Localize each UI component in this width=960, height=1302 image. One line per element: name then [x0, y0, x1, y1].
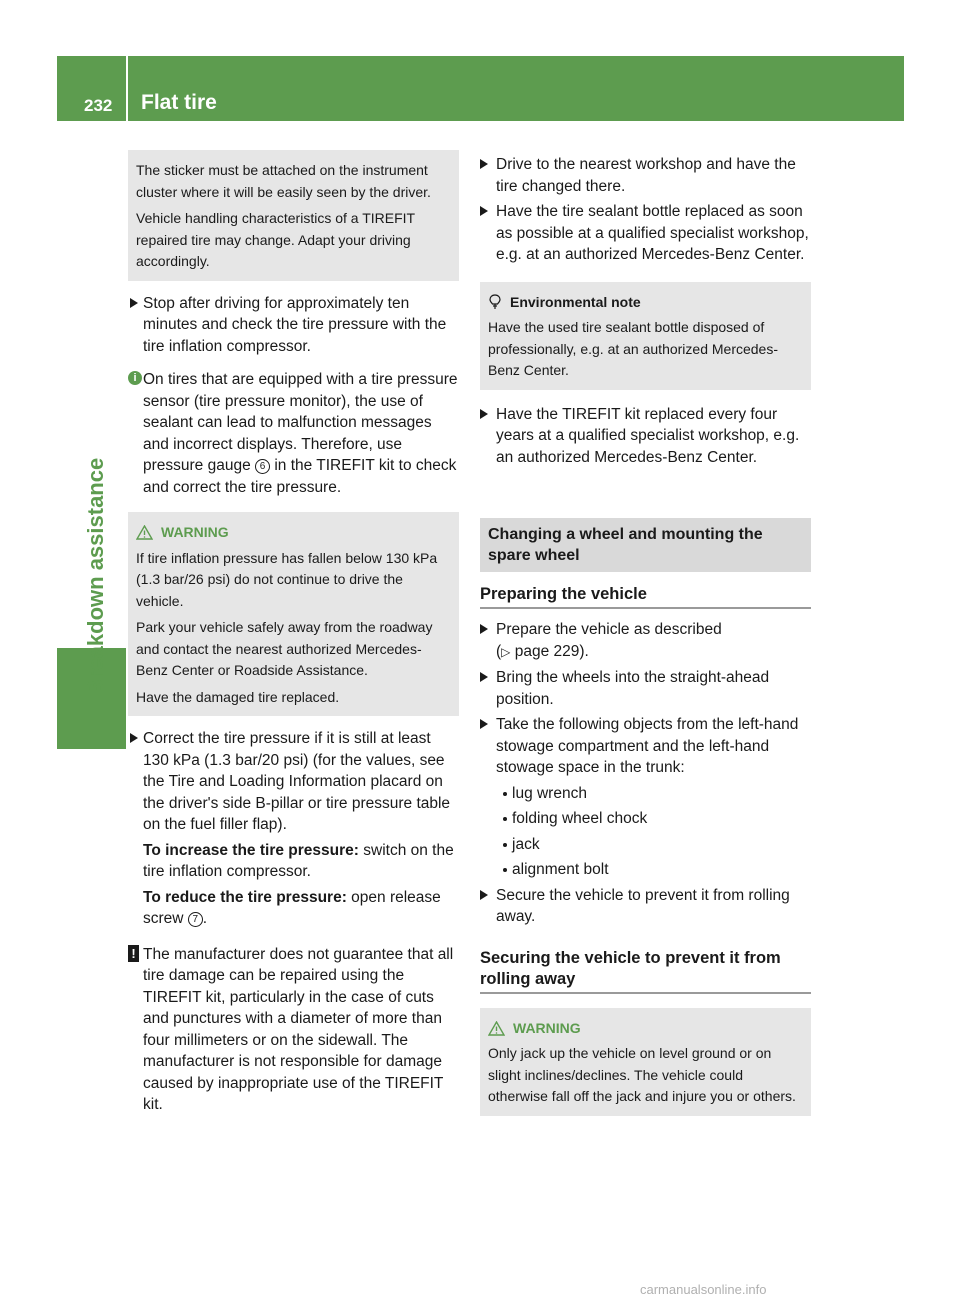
header-divider	[126, 56, 128, 121]
step-arrow-icon	[130, 298, 138, 308]
step-arrow-icon	[480, 719, 488, 729]
step-text: Correct the tire pressure if it is still at least 130 kPa (1.3 bar/20 psi) (for the values, see the Tire and Loading Information placard on the driver's side B-pillar or tire pressure table on the fuel filler flap).	[143, 730, 451, 833]
list-item: alignment bolt	[480, 859, 811, 881]
watermark: carmanualsonline.info	[640, 1282, 767, 1297]
step-text: Stop after driving for approximately ten minutes and check the tire pressure with the tire inflation compressor.	[143, 294, 447, 355]
step-text: Bring the wheels into the straight-ahead position.	[496, 669, 770, 708]
instruction-step	[480, 885, 811, 928]
info-text: in the TIREFIT kit to check and correct the tire pressure.	[143, 457, 457, 496]
warning-title: WARNING	[513, 1019, 581, 1036]
list-item: lug wrench	[480, 783, 811, 805]
instruction-step: Prepare the vehicle as described (▷ page 229).	[480, 619, 811, 663]
step-text: Have the tire sealant bottle replaced as soon as possible at a qualified specialist workshop, e.g. at an authorized Mercedes-Benz Center.	[496, 203, 809, 263]
instruction-step	[480, 714, 811, 779]
subsection-heading: Securing the vehicle to prevent it from rolling away	[480, 948, 811, 994]
environmental-note-title: Environmental note	[510, 293, 641, 310]
info-icon: i	[128, 371, 142, 385]
caution-note	[128, 944, 459, 1116]
increase-pressure-text	[128, 840, 459, 883]
step-arrow-icon	[480, 624, 488, 634]
instruction-step	[480, 154, 811, 197]
right-column	[480, 154, 811, 1128]
warning-triangle-icon	[488, 1021, 505, 1036]
environmental-note-box	[480, 282, 811, 390]
increase-label: To increase the tire pressure:	[143, 841, 359, 859]
notice-paragraph: Vehicle handling characteristics of a TIREFIT repaired tire may change. Adapt your driving accordingly.	[136, 210, 415, 269]
step-text: Prepare the vehicle as described	[496, 621, 722, 638]
step-arrow-icon	[480, 159, 488, 169]
warning-triangle-icon	[136, 525, 153, 540]
instruction-step	[128, 293, 459, 358]
section-label-text: Breakdown assistance	[83, 457, 108, 695]
reduce-pressure-text	[128, 887, 459, 930]
list-item: folding wheel chock	[480, 808, 811, 830]
step-text: Secure the vehicle to prevent it from rolling away.	[496, 886, 790, 925]
environmental-note-text: Have the used tire sealant bottle disposed of professionally, e.g. at an authorized Mercedes-Benz Center.	[488, 319, 779, 378]
reduce-description: open release screw	[143, 888, 441, 927]
step-arrow-icon	[130, 733, 138, 743]
reference-number: 7	[188, 912, 203, 927]
warning-box	[128, 512, 459, 716]
list-item: jack	[480, 834, 811, 856]
step-text: Have the TIREFIT kit replaced every four years at a qualified specialist workshop, e.g. an authorized Mercedes-Benz Center.	[496, 405, 800, 466]
info-note	[128, 369, 459, 498]
exclamation-icon: !	[128, 945, 139, 962]
step-arrow-icon	[480, 672, 488, 682]
step-arrow-icon	[480, 409, 488, 419]
step-text: Drive to the nearest workshop and have the tire changed there.	[496, 156, 796, 195]
warning-paragraph: Only jack up the vehicle on level ground or on slight inclines/declines. The vehicle could otherwise fall off the jack and injure you or others.	[488, 1045, 796, 1104]
caution-text: The manufacturer does not guarantee that all tire damage can be repaired using the TIREFIT kit, particularly in the case of cuts and punctures with a diameter of more than four millimeters or on the sidewall. The manufacturer is not responsible for damage caused by inappropriate use of the TIREFIT kit.	[143, 945, 454, 1113]
section-title: Changing a wheel and mounting the spare wheel	[480, 518, 811, 572]
warning-box	[480, 1008, 811, 1116]
instruction-step	[480, 201, 811, 266]
info-text: On tires that are equipped with a tire pressure sensor (tire pressure monitor), the use of sealant can lead to malfunction messages and incorrect displays. Therefore, use pressure gauge	[143, 371, 458, 474]
warning-paragraph: If tire inflation pressure has fallen below 130 kPa (1.3 bar/26 psi) do not continue to drive the vehicle.	[136, 549, 438, 609]
warning-paragraph: Park your vehicle safely away from the roadway and contact the nearest authorized Mercedes-Benz Center or Roadside Assistance.	[136, 619, 433, 678]
step-text: Take the following objects from the left-hand stowage compartment and the left-hand stowage space in the trunk:	[496, 716, 799, 776]
step-arrow-icon	[480, 890, 488, 900]
instruction-step	[480, 404, 811, 469]
reference-number: 6	[255, 459, 270, 474]
notice-box	[128, 150, 459, 281]
reduce-label: To reduce the tire pressure:	[143, 888, 347, 906]
subsection-heading: Preparing the vehicle	[480, 584, 811, 609]
warning-title: WARNING	[161, 524, 229, 540]
page-title: Flat tire	[141, 91, 217, 114]
increase-description: switch on the tire inflation compressor.	[143, 841, 454, 880]
step-arrow-icon	[480, 206, 488, 216]
warning-paragraph: Have the damaged tire replaced.	[136, 688, 340, 705]
left-column	[128, 150, 459, 1126]
page-number: 232	[84, 96, 113, 115]
tool-list	[480, 783, 811, 881]
page-reference: page 229).	[510, 642, 589, 660]
reduce-description-end: .	[202, 910, 208, 927]
page-reference-icon: ▷	[501, 644, 511, 659]
instruction-step	[128, 728, 459, 836]
notice-paragraph: The sticker must be attached on the instrument cluster where it will be easily seen by the driver.	[136, 162, 431, 200]
instruction-step	[480, 667, 811, 710]
environment-icon	[488, 294, 502, 310]
